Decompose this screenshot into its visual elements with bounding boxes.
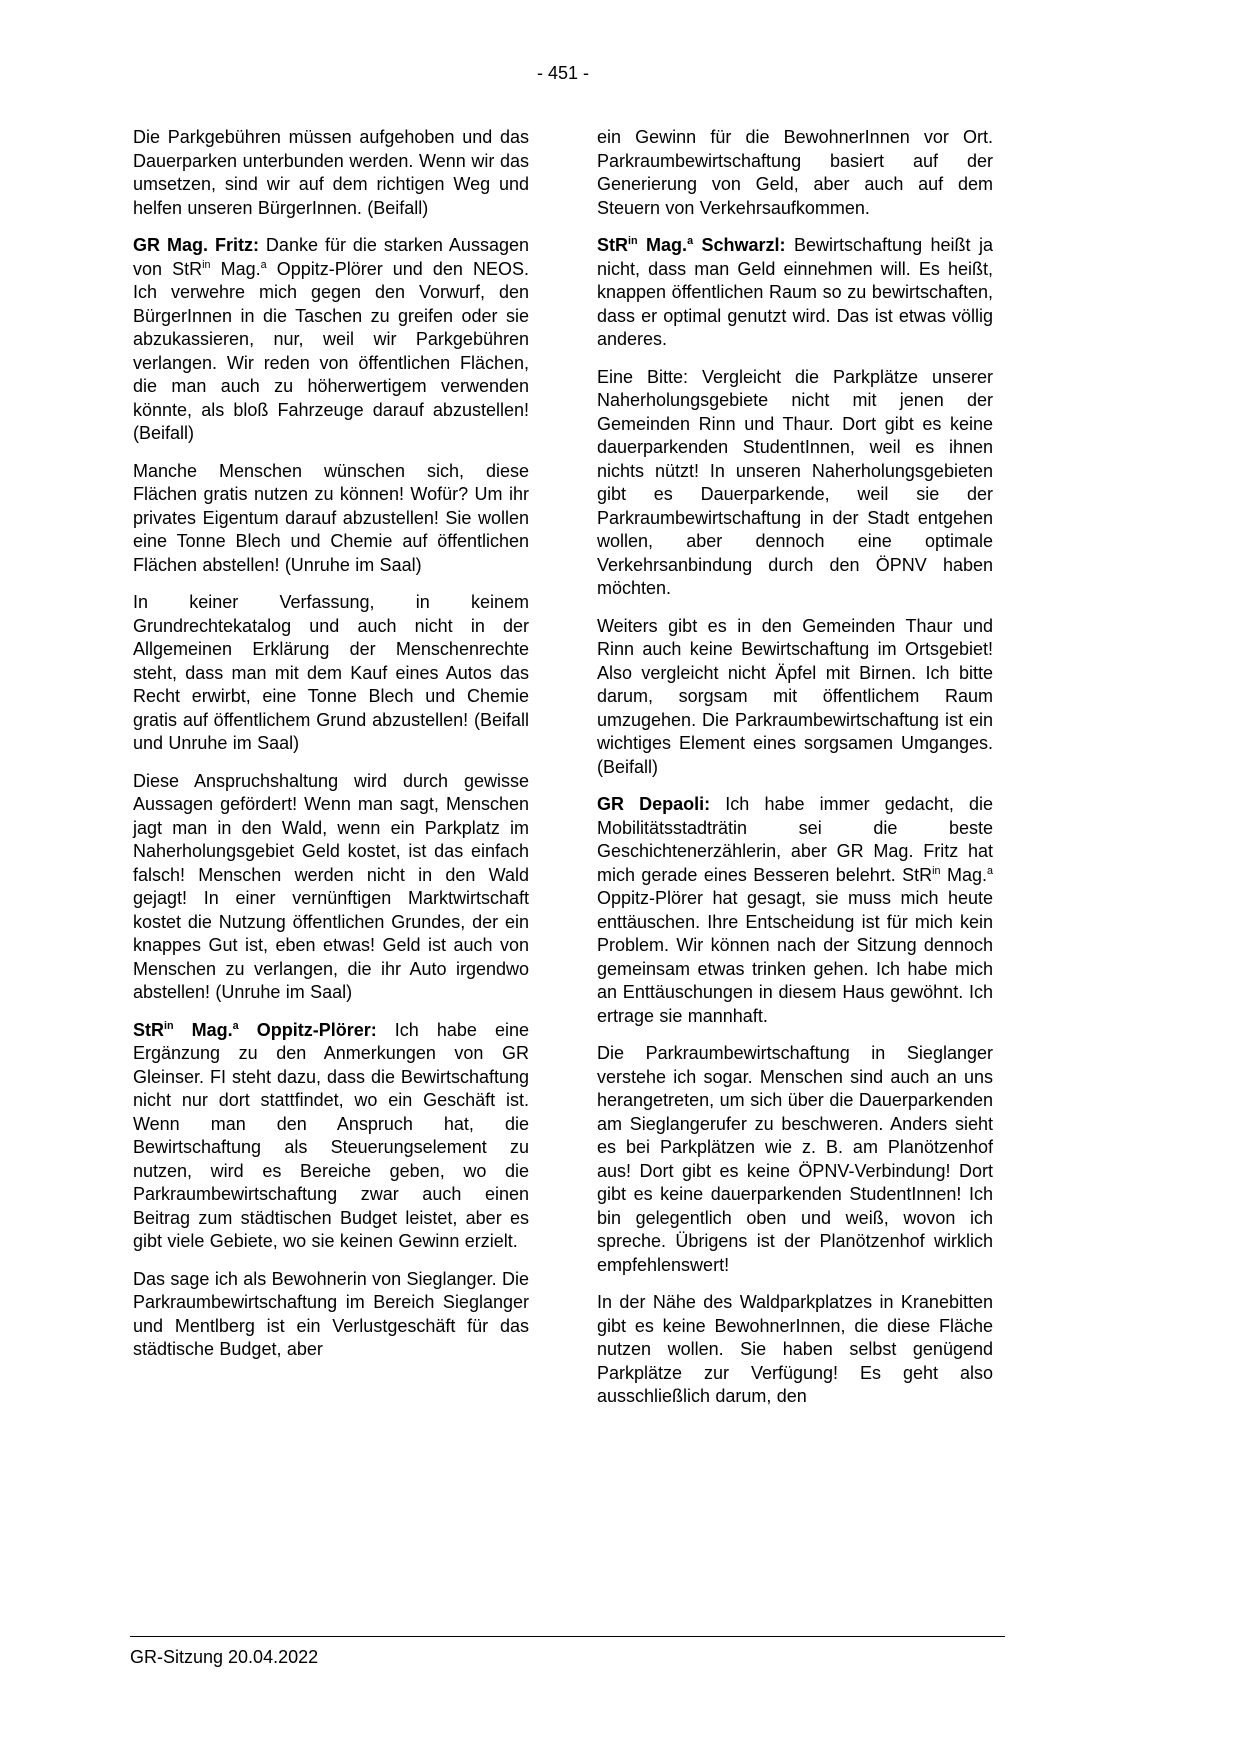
- superscript: a: [260, 258, 267, 271]
- text-segment: Diese Anspruchshaltung wird durch gewisse Aussagen gefördert! Wenn man sagt, Menschen jagt man in den Wald, wenn ein Parkplatz im Naherholungsgebiet Geld kostet, ist das einfach falsch! Menschen werden nicht in den Wald gejagt! In einer vernünftigen Marktwirtschaft kostet die Nutzung öffentlichen Grundes, der ein knappes Gut ist, eben etwas! Geld ist auch von Menschen zu verlangen, die ihr Auto irgendwo abstellen! (Unruhe im Saal): [133, 770, 529, 1002]
- text-segment: Eine Bitte: Vergleicht die Parkplätze unserer Naherholungsgebiete nicht mit jenen der Gemeinden Rinn und Thaur. Dort gibt es keine dauerparkenden StudentInnen, weil es ihnen nichts nützt! In unseren Naherholungsgebieten gibt es Dauerparkende, weil sie der Parkraumbewirtschaftung in der Stadt entgehen wollen, aber dennoch eine optimale Verkehrsanbindung durch den ÖPNV haben möchten.: [597, 366, 993, 598]
- paragraph: [133, 591, 529, 756]
- speaker-name: GR Depaoli:: [597, 794, 711, 814]
- text-segment: Ich habe immer gedacht, die Mobilitätsstadträtin sei die beste Geschichtenerzählerin, aber GR Mag. Fritz hat mich gerade eines Besseren belehrt. StR: [597, 794, 993, 885]
- speaker-name-superscript: in: [164, 1019, 174, 1032]
- left-column: [133, 126, 529, 1376]
- text-segment: Ich habe eine Ergänzung zu den Anmerkungen von GR Gleinser. FI steht dazu, dass die Bewirtschaftung nicht nur dort stattfindet, wo ein Geschäft ist. Wenn man den Anspruch hat, die Bewirtschaftung als Steuerungselement zu nutzen, wird es Bereiche geben, wo die Parkraumbewirtschaftung zwar auch einen Beitrag zum städtischen Budget leistet, aber es gibt viele Gebiete, wo sie keinen Gewinn erzielt.: [133, 1019, 530, 1251]
- speaker-name-superscript: in: [628, 235, 638, 247]
- superscript: in: [932, 864, 941, 877]
- text-segment: Oppitz-Plörer und den NEOS. Ich verwehre mich gegen den Vorwurf, den BürgerInnen in die Taschen zu greifen oder sie abzukassieren, nur, weil wir Parkgebühren verlangen. Wir reden von öffentlichen Flächen, die man auch zu höherwertigem verwenden könnte, als bloß Fahrzeuge darauf abzustellen! (Beifall): [133, 258, 530, 443]
- text-columns: [133, 126, 993, 1423]
- paragraph: [133, 1019, 529, 1254]
- page-number: - 451 -: [536, 63, 590, 83]
- speaker-name-superscript: a: [232, 1019, 239, 1032]
- speaker-name-superscript: a: [687, 235, 694, 247]
- speaker-name: Schwarzl:: [693, 235, 786, 255]
- paragraph: [597, 126, 993, 220]
- paragraph: [597, 615, 993, 780]
- text-segment: Mag.: [940, 864, 987, 885]
- text-segment: In der Nähe des Waldparkplatzes in Kranebitten gibt es keine BewohnerInnen, die diese Fläche nutzen wollen. Sie haben selbst genügend Parkplätze zur Verfügung! Es geht also ausschließlich darum, den: [597, 1292, 993, 1406]
- superscript: in: [202, 258, 211, 271]
- text-segment: Bewirtschaftung heißt ja nicht, dass man Geld einnehmen will. Es heißt, knappen öffentlichen Raum so zu bewirtschaften, dass er optimal genutzt wird. Das ist etwas völlig anderes.: [597, 235, 993, 349]
- speaker-name: Mag.: [173, 1019, 233, 1040]
- text-segment: Danke für die starken Aussagen von StR: [133, 235, 529, 279]
- paragraph: [133, 460, 529, 578]
- paragraph: [133, 770, 529, 1005]
- paragraph: [133, 234, 529, 446]
- text-segment: Oppitz-Plörer hat gesagt, sie muss mich heute enttäuschen. Ihre Entscheidung ist für mich kein Problem. Wir können nach der Sitzung dennoch gemeinsam etwas trinken gehen. Ich habe mich an Enttäuschungen in diesem Haus gewöhnt. Ich ertrage sie mannhaft.: [597, 888, 993, 1026]
- paragraph: [597, 1042, 993, 1277]
- text-segment: Das sage ich als Bewohnerin von Sieglanger. Die Parkraumbewirtschaftung im Bereich Sieglanger und Mentlberg ist ein Verlustgeschäft für das städtische Budget, aber: [133, 1268, 529, 1359]
- speaker-name: GR Mag. Fritz:: [133, 235, 259, 255]
- paragraph: [133, 126, 529, 220]
- text-segment: ein Gewinn für die BewohnerInnen vor Ort. Parkraumbewirtschaftung basiert auf der Generierung von Geld, aber auch auf dem Steuern von Verkehrsaufkommen.: [597, 127, 993, 218]
- paragraph: [597, 1291, 993, 1409]
- paragraph: [597, 234, 993, 352]
- paragraph: [133, 1268, 529, 1362]
- paragraph: [597, 793, 993, 1028]
- speaker-name: Mag.: [637, 235, 688, 255]
- paragraph: [597, 366, 993, 601]
- footer-text: GR-Sitzung 20.04.2022: [130, 1647, 319, 1667]
- right-column: [597, 126, 993, 1423]
- text-segment: Manche Menschen wünschen sich, diese Flächen gratis nutzen zu können! Wofür? Um ihr privates Eigentum darauf abzustellen! Sie wollen eine Tonne Blech und Chemie auf öffentlichen Flächen abstellen! (Unruhe im Saal): [133, 460, 529, 575]
- text-segment: Weiters gibt es in den Gemeinden Thaur und Rinn auch keine Bewirtschaftung im Ortsgebiet! Also vergleicht nicht Äpfel mit Birnen. Ich bitte darum, sorgsam mit öffentlichem Raum umzugehen. Die Parkraumbewirtschaftung ist ein wichtiges Element eines sorgsamen Umganges. (Beifall): [597, 615, 993, 777]
- speaker-name: StR: [597, 235, 628, 255]
- text-segment: Die Parkgebühren müssen aufgehoben und das Dauerparken unterbunden werden. Wenn wir das umsetzen, sind wir auf dem richtigen Weg und helfen unseren BürgerInnen. (Beifall): [133, 127, 529, 218]
- text-segment: In keiner Verfassung, in keinem Grundrechtekatalog und auch nicht in der Allgemeinen Erklärung der Menschenrechte steht, dass man mit dem Kauf eines Autos das Recht erwirbt, eine Tonne Blech und Chemie gratis auf öffentlichem Grund abzustellen! (Beifall und Unruhe im Saal): [133, 592, 529, 753]
- page-footer: [130, 1636, 1005, 1669]
- superscript: a: [986, 864, 993, 877]
- speaker-name: Oppitz-Plörer:: [238, 1019, 377, 1040]
- text-segment: Die Parkraumbewirtschaftung in Sieglanger verstehe ich sogar. Menschen sind auch an uns herangetreten, um sich über die Dauerparkenden am Sieglangerufer zu beschweren. Anders sieht es bei Parkplätzen wie z. B. am Planötzenhof aus! Dort gibt es keine ÖPNV-Verbindung! Dort gibt es keine dauerparkenden StudentInnen! Ich bin gelegentlich oben und weiß, wovon ich spreche. Übrigens ist der Planötzenhof wirklich empfehlenswert!: [597, 1043, 993, 1275]
- speaker-name: StR: [133, 1019, 164, 1040]
- text-segment: Mag.: [210, 258, 261, 279]
